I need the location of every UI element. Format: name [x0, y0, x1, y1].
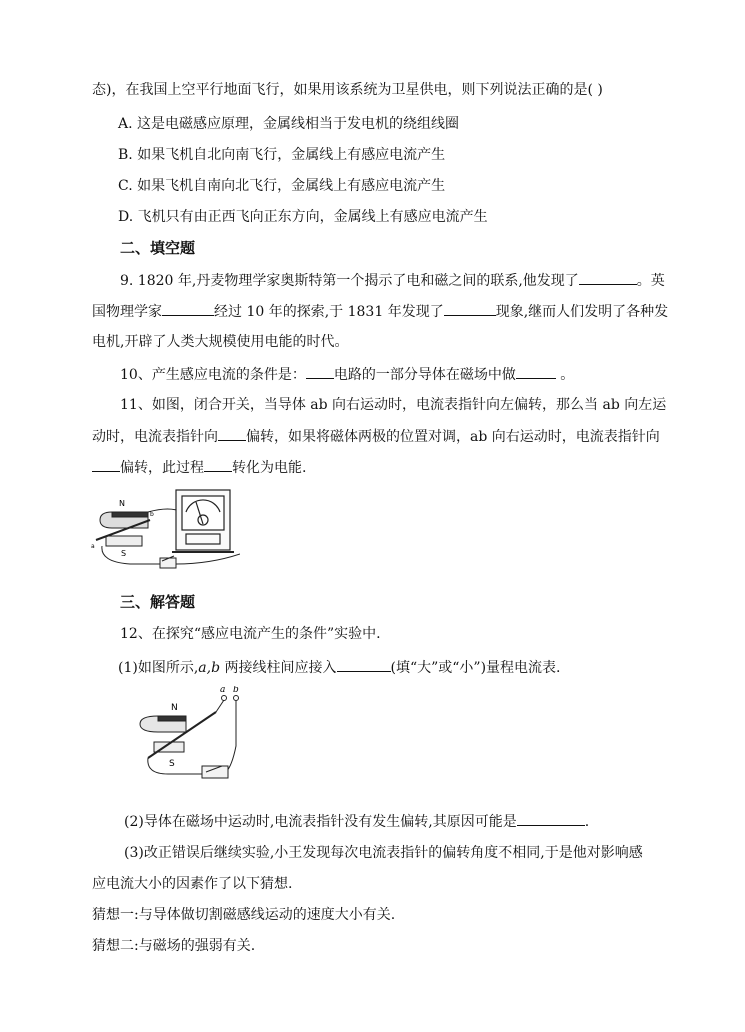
q11-text-2a: 动时，电流表指针向	[92, 429, 218, 445]
q10-blank-2[interactable]	[516, 364, 556, 379]
q10-line	[120, 364, 574, 385]
q12-part-1	[118, 657, 561, 678]
q9-blank-1[interactable]	[579, 270, 637, 285]
q9-text-1a: 9. 1820 年,丹麦物理学家奥斯特第一个揭示了电和磁之间的联系,他发现了	[120, 273, 579, 289]
q12-figure-circuit	[128, 686, 248, 786]
section-heading-answer: 三、解答题	[120, 593, 196, 611]
galvanometer-icon	[172, 488, 234, 556]
q12-p1-text-a: (1)如图所示,	[118, 660, 199, 676]
q12-p1-text-c: (填“大”或“小”)量程电流表.	[390, 660, 561, 676]
q9-line-2	[92, 301, 668, 322]
q12-guess-1: 猜想一:与导体做切割磁感线运动的速度大小有关.	[92, 907, 396, 923]
fig2-label-s: S	[169, 759, 175, 769]
q12-p2-text-a: (2)导体在磁场中运动时,电流表指针没有发生偏转,其原因可能是	[124, 814, 517, 830]
q11-blank-3[interactable]	[204, 457, 232, 472]
q12-p1-text-b: 两接线柱间应接入	[220, 660, 337, 676]
terminal-a-icon	[222, 696, 227, 701]
q11-text-3a: 偏转，此过程	[120, 460, 204, 476]
q10-text-b: 电路的一部分导体在磁场中做	[333, 367, 516, 383]
q9-blank-3[interactable]	[444, 301, 496, 316]
q10-text-a: 10、产生感应电流的条件是：	[120, 367, 306, 383]
q9-text-1b: 。英	[636, 273, 665, 289]
q9-line-3: 电机,开辟了人类大规模使用电能的时代。	[92, 334, 349, 350]
q12-blank-2[interactable]	[517, 811, 585, 826]
section-heading-fill-in: 二、填空题	[120, 239, 196, 257]
fig1-label-s: S	[121, 549, 127, 558]
fig2-label-a: a	[220, 686, 226, 695]
fig1-label-b: b	[150, 511, 154, 518]
q10-text-c: 。	[555, 367, 575, 383]
fig2-label-b: b	[233, 686, 239, 695]
q11-line-2	[92, 426, 660, 447]
q9-text-2a: 国物理学家	[92, 304, 162, 320]
q11-blank-2[interactable]	[92, 457, 120, 472]
q9-text-2b: 经过 10 年的探索,于 1831 年发现了	[214, 304, 444, 320]
q9-text-2c: 现象,继而人们发明了各种发	[495, 304, 669, 320]
q12-part-3-line-1: (3)改正错误后继续实验,小王发现每次电流表指针的偏转角度不相同,于是他对影响感	[124, 845, 643, 861]
q8-option-c: C. 如果飞机自南向北飞行，金属线上有感应电流产生	[118, 178, 446, 194]
q12-part-3-line-2: 应电流大小的因素作了以下猜想.	[92, 876, 293, 892]
q12-part-2	[124, 811, 589, 832]
q12-p2-text-b: .	[584, 814, 590, 830]
q8-option-b: B. 如果飞机自北向南飞行，金属线上有感应电流产生	[118, 147, 446, 163]
q8-continuation: 态)，在我国上空平行地面飞行，如果用该系统为卫星供电，则下列说法正确的是( )	[92, 82, 603, 98]
q8-option-a: A. 这是电磁感应原理，金属线相当于发电机的绕组线圈	[118, 116, 460, 132]
q9-line-1	[120, 270, 665, 291]
fig1-label-a: a	[91, 543, 95, 550]
q10-blank-1[interactable]	[306, 364, 334, 379]
q8-option-d: D. 飞机只有由正西飞向正东方向，金属线上有感应电流产生	[118, 209, 488, 225]
q12-blank-1[interactable]	[337, 657, 391, 672]
q11-line-3	[92, 457, 306, 478]
q12-guess-2: 猜想二:与磁场的强弱有关.	[92, 938, 256, 954]
q12-intro: 12、在探究“感应电流产生的条件”实验中.	[120, 626, 381, 642]
terminal-b-icon	[234, 696, 239, 701]
q11-line-1: 11、如图，闭合开关，当导体 ab 向右运动时，电流表指针向左偏转，那么当 ab 向左运	[120, 397, 667, 413]
q11-blank-1[interactable]	[218, 426, 246, 441]
q12-p1-ab: a,b	[198, 660, 221, 676]
q9-blank-2[interactable]	[162, 301, 214, 316]
q11-text-2b: 偏转，如果将磁体两极的位置对调，ab 向右运动时，电流表指针向	[246, 429, 660, 445]
fig2-label-n: N	[171, 703, 178, 713]
fig1-label-n: N	[119, 499, 125, 508]
q11-text-3b: 转化为电能.	[232, 460, 307, 476]
